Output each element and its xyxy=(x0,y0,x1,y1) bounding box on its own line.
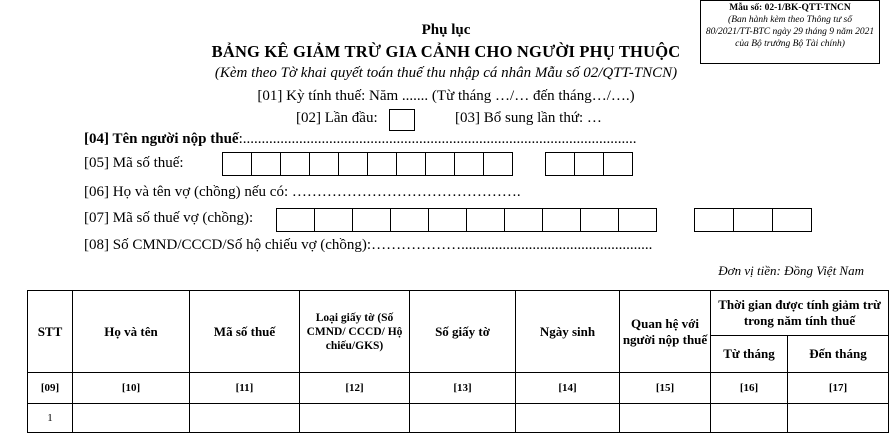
tax-id-branch-cells[interactable] xyxy=(545,152,632,176)
first-time-checkbox[interactable] xyxy=(389,109,415,131)
appendix-label: Phụ lục xyxy=(421,22,471,38)
row-doc-type-cell[interactable] xyxy=(300,404,410,433)
row-relation-cell[interactable] xyxy=(620,404,711,433)
spouse-id-row[interactable]: [08] Số CMND/CCCD/Số hộ chiếu vợ (chồng):………………................................................... xyxy=(84,237,653,253)
code-14: [14] xyxy=(516,373,620,404)
code-16: [16] xyxy=(711,373,788,404)
form-code: Mẫu số: 02-1/BK-QTT-TNCN xyxy=(729,3,851,13)
code-11: [11] xyxy=(190,373,300,404)
code-12: [12] xyxy=(300,373,410,404)
row-from-month-cell[interactable] xyxy=(711,404,788,433)
col-relation-header: Quan hệ với người nộp thuế xyxy=(620,291,711,373)
col-dob-header: Ngày sinh xyxy=(516,291,620,373)
spouse-tax-id-label: [07] Mã số thuế vợ (chồng): xyxy=(84,210,254,226)
code-09: [09] xyxy=(28,373,73,404)
tax-id-label: [05] Mã số thuế: xyxy=(84,155,184,171)
col-period-group-header: Thời gian được tính giảm trừ trong năm tính thuế xyxy=(711,291,889,336)
row-dob-cell[interactable] xyxy=(516,404,620,433)
code-13: [13] xyxy=(410,373,516,404)
col-name-header: Họ và tên xyxy=(73,291,190,373)
table-row[interactable] xyxy=(28,404,889,433)
page-title: BẢNG KÊ GIẢM TRỪ GIA CẢNH CHO NGƯỜI PHỤ THUỘC xyxy=(211,42,681,61)
taxpayer-name-row xyxy=(84,131,637,148)
taxpayer-name-label: [04] Tên người nộp thuế xyxy=(84,131,239,147)
spouse-tax-id-branch-cells[interactable] xyxy=(694,208,811,232)
column-codes-row xyxy=(28,373,889,404)
code-17: [17] xyxy=(788,373,889,404)
supplement-label: [03] Bổ sung lần thứ: … xyxy=(455,110,602,126)
taxpayer-name-input[interactable]: :......................................................................................................... xyxy=(238,131,637,147)
first-time-label: [02] Lần đầu: xyxy=(296,110,378,126)
tax-period-line: [01] Kỳ tính thuế: Năm ....... (Từ tháng …/… đến tháng…/….) xyxy=(257,88,635,104)
row-doc-no-cell[interactable] xyxy=(410,404,516,433)
row-tax-id-cell[interactable] xyxy=(190,404,300,433)
code-15: [15] xyxy=(620,373,711,404)
page-subtitle: (Kèm theo Tờ khai quyết toán thuế thu nhập cá nhân Mẫu số 02/QTT-TNCN) xyxy=(214,65,678,81)
col-doc-no-header: Số giấy tờ xyxy=(410,291,516,373)
col-from-month-header: Từ tháng xyxy=(711,336,788,373)
code-10: [10] xyxy=(73,373,190,404)
spouse-tax-id-cells[interactable] xyxy=(276,208,656,232)
col-tax-id-header: Mã số thuế xyxy=(190,291,300,373)
tax-id-cells[interactable] xyxy=(222,152,512,176)
form-issued-note: (Ban hành kèm theo Thông tư số 80/2021/TT-BTC ngày 29 tháng 9 năm 2021 của Bộ trưởng Bộ Tài chính) xyxy=(705,15,875,49)
col-to-month-header: Đến tháng xyxy=(788,336,889,373)
row-name-cell[interactable] xyxy=(73,404,190,433)
row-stt: 1 xyxy=(28,404,73,433)
col-stt-header: STT xyxy=(28,291,73,373)
spouse-name-row[interactable]: [06] Họ và tên vợ (chồng) nếu có: ………………………………………. xyxy=(84,184,521,200)
row-to-month-cell[interactable] xyxy=(788,404,889,433)
currency-unit: Đơn vị tiền: Đồng Việt Nam xyxy=(718,263,864,278)
dependents-table xyxy=(27,290,889,433)
col-doc-type-header: Loại giấy tờ (Số CMND/ CCCD/ Hộ chiếu/GKS) xyxy=(300,291,410,373)
